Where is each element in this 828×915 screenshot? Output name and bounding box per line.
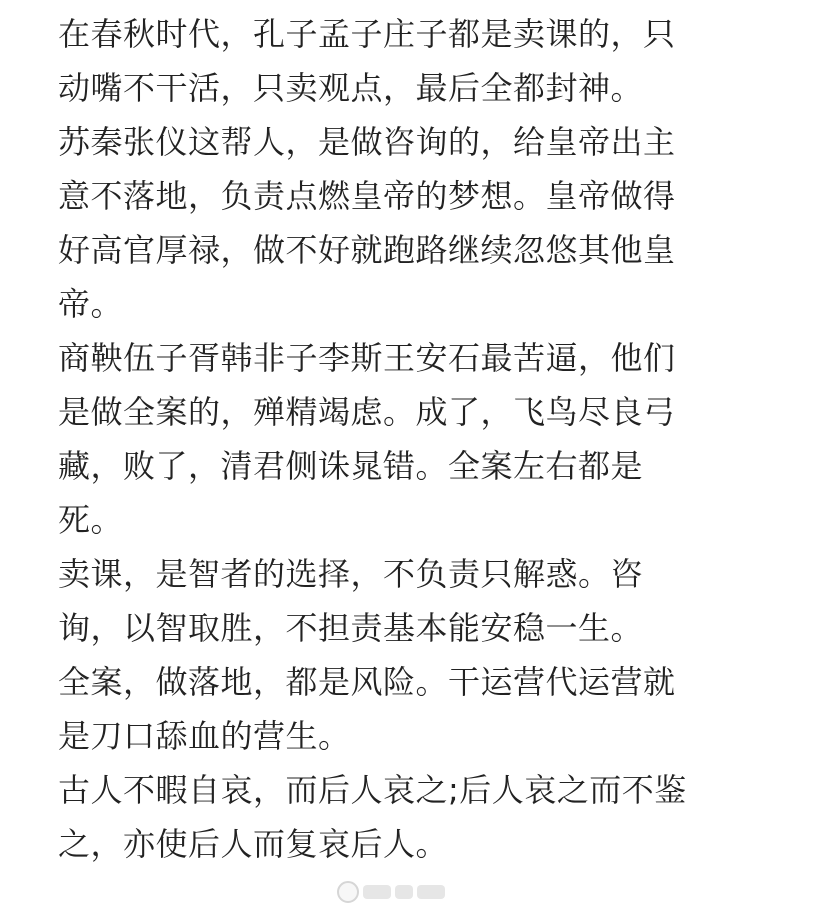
watermark-mark [363, 885, 391, 899]
text-line: 之，亦使后人而复哀后人。 [58, 825, 449, 863]
text-line: 帝。 [58, 285, 124, 323]
weibo-watermark-icon [337, 878, 445, 906]
text-line: 古人不暇自哀，而后人哀之;后人哀之而不鉴 [58, 771, 687, 809]
text-line: 藏，败了，清君侧诛晁错。全案左右都是 [58, 447, 644, 485]
watermark-mark [417, 885, 445, 899]
watermark-mark [395, 885, 413, 899]
text-line: 全案，做落地，都是风险。干运营代运营就 [58, 663, 676, 701]
text-line: 是做全案的，殚精竭虑。成了，飞鸟尽良弓 [58, 393, 676, 431]
text-line: 商鞅伍子胥韩非子李斯王安石最苦逼，他们 [58, 339, 676, 377]
text-line: 是刀口舔血的营生。 [58, 717, 351, 755]
text-line: 动嘴不干活，只卖观点，最后全都封神。 [58, 69, 644, 107]
text-line: 苏秦张仪这帮人，是做咨询的，给皇帝出主 [58, 123, 676, 161]
text-line: 在春秋时代，孔子孟子庄子都是卖课的，只 [58, 15, 676, 53]
text-line: 意不落地，负责点燃皇帝的梦想。皇帝做得 [58, 177, 676, 215]
text-line: 询，以智取胜，不担责基本能安稳一生。 [58, 609, 644, 647]
text-line: 好高官厚禄，做不好就跑路继续忽悠其他皇 [58, 231, 676, 269]
document-body [58, 7, 758, 871]
text-line: 死。 [58, 501, 124, 539]
text-line: 卖课，是智者的选择，不负责只解惑。咨 [58, 555, 644, 593]
watermark-logo-icon [337, 881, 359, 903]
